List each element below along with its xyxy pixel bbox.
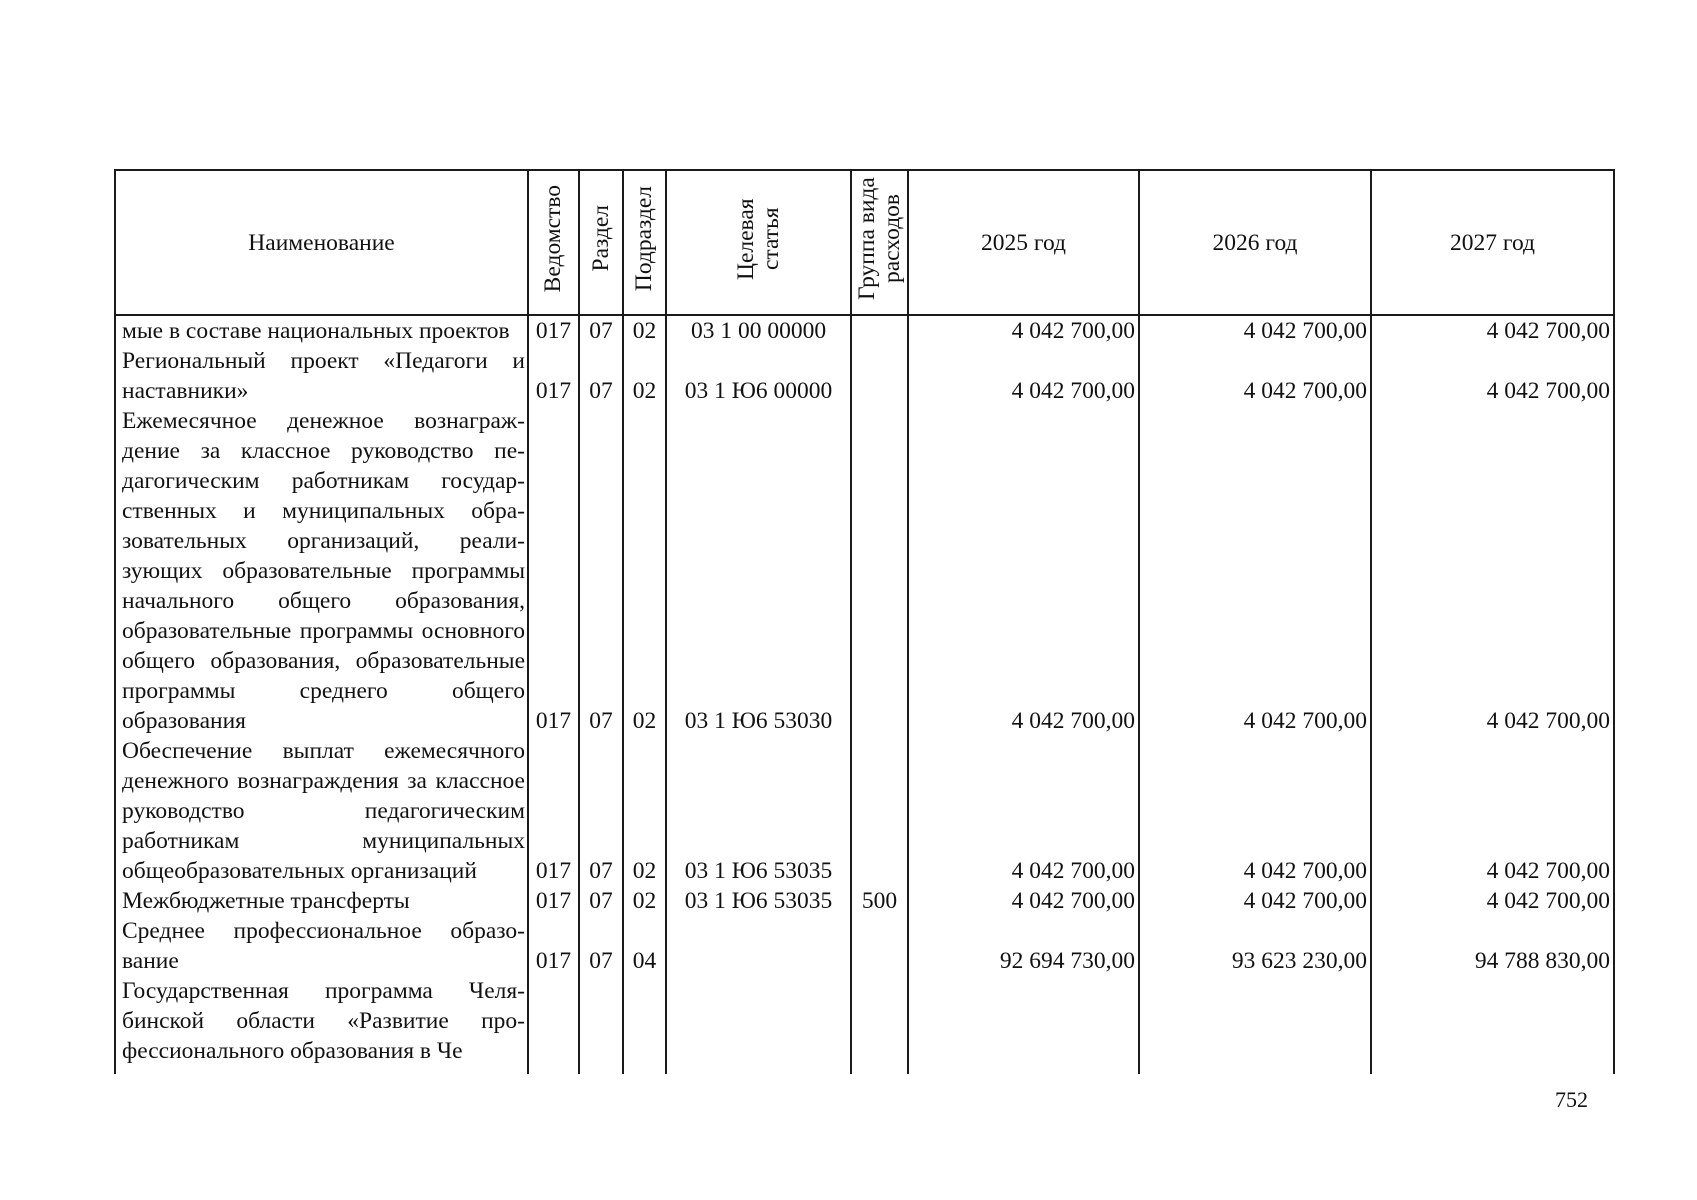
row-amount-2027: 4 042 700,00 (1371, 315, 1614, 346)
row-section (579, 976, 623, 1074)
row-amount-2025 (908, 976, 1139, 1074)
row-amount-2026: 4 042 700,00 (1139, 736, 1371, 886)
row-target (666, 976, 851, 1074)
row-amount-2025: 4 042 700,00 (908, 886, 1139, 916)
row-name: Обеспечение выплат ежемесячного денежного вознаграждения за классное руководство педагогическим работникам муниципальных общеобразовательных организаций (115, 736, 528, 886)
header-expense-group: Группа вида расходов (851, 170, 908, 315)
row-name: Межбюджетные трансферты (115, 886, 528, 916)
row-expense-group (851, 976, 908, 1074)
row-dept (528, 976, 579, 1074)
row-section: 07 (579, 315, 623, 346)
table-row (115, 886, 1614, 916)
row-amount-2027: 4 042 700,00 (1371, 886, 1614, 916)
page-number: 752 (1555, 1087, 1588, 1112)
row-target: 03 1 00 00000 (666, 315, 851, 346)
table-row (115, 736, 1614, 886)
row-target: 03 1 Ю6 53030 (666, 406, 851, 736)
row-section: 07 (579, 886, 623, 916)
row-amount-2026: 4 042 700,00 (1139, 406, 1371, 736)
row-target (666, 916, 851, 976)
table-row (115, 406, 1614, 736)
row-amount-2027: 94 788 830,00 (1371, 916, 1614, 976)
row-section: 07 (579, 916, 623, 976)
header-row (115, 170, 1614, 315)
row-dept: 017 (528, 315, 579, 346)
row-expense-group (851, 406, 908, 736)
row-expense-group (851, 315, 908, 346)
row-amount-2026: 4 042 700,00 (1139, 346, 1371, 406)
row-name: Региональный проект «Педагоги и наставники» (115, 346, 528, 406)
header-section: Раздел (579, 170, 623, 315)
row-amount-2025: 4 042 700,00 (908, 346, 1139, 406)
row-dept: 017 (528, 346, 579, 406)
row-amount-2025: 4 042 700,00 (908, 406, 1139, 736)
header-2025: 2025 год (908, 170, 1139, 315)
row-expense-group (851, 916, 908, 976)
row-subsection: 04 (623, 916, 666, 976)
row-section: 07 (579, 346, 623, 406)
row-amount-2025: 4 042 700,00 (908, 315, 1139, 346)
table-row (115, 346, 1614, 406)
header-dept: Ведомство (528, 170, 579, 315)
row-subsection: 02 (623, 315, 666, 346)
row-amount-2026: 4 042 700,00 (1139, 315, 1371, 346)
table-row (115, 916, 1614, 976)
row-amount-2025: 4 042 700,00 (908, 736, 1139, 886)
row-amount-2027 (1371, 976, 1614, 1074)
row-amount-2025: 92 694 730,00 (908, 916, 1139, 976)
row-target: 03 1 Ю6 53035 (666, 886, 851, 916)
row-name: мые в составе национальных проектов (115, 315, 528, 346)
row-dept: 017 (528, 736, 579, 886)
row-amount-2027: 4 042 700,00 (1371, 406, 1614, 736)
row-dept: 017 (528, 916, 579, 976)
row-dept: 017 (528, 406, 579, 736)
row-amount-2026: 4 042 700,00 (1139, 886, 1371, 916)
table-row (115, 315, 1614, 346)
row-amount-2026 (1139, 976, 1371, 1074)
row-expense-group: 500 (851, 886, 908, 916)
row-section: 07 (579, 736, 623, 886)
header-target: Целевая статья (666, 170, 851, 315)
row-dept: 017 (528, 886, 579, 916)
table-row (115, 976, 1614, 1074)
row-subsection (623, 976, 666, 1074)
header-2027: 2027 год (1371, 170, 1614, 315)
row-target: 03 1 Ю6 53035 (666, 736, 851, 886)
row-subsection: 02 (623, 406, 666, 736)
row-name: Государственная программа Челябинской области «Развитие профессионального образования в Че (115, 976, 528, 1074)
header-subsection: Подраздел (623, 170, 666, 315)
budget-table (114, 169, 1615, 1074)
row-amount-2026: 93 623 230,00 (1139, 916, 1371, 976)
row-subsection: 02 (623, 736, 666, 886)
row-subsection: 02 (623, 886, 666, 916)
header-name: Наименование (115, 170, 528, 315)
row-amount-2027: 4 042 700,00 (1371, 346, 1614, 406)
row-name: Среднее профессиональное образование (115, 916, 528, 976)
header-2026: 2026 год (1139, 170, 1371, 315)
row-expense-group (851, 736, 908, 886)
row-amount-2027: 4 042 700,00 (1371, 736, 1614, 886)
row-name: Ежемесячное денежное вознаграждение за классное руководство педагогическим работникам государственных и муниципальных образовательных организаций, реализующих образовательные программы начального общего образования, образовательные программы основного общего образования, образовательные программы среднего общего образования (115, 406, 528, 736)
row-section: 07 (579, 406, 623, 736)
row-subsection: 02 (623, 346, 666, 406)
row-target: 03 1 Ю6 00000 (666, 346, 851, 406)
row-expense-group (851, 346, 908, 406)
